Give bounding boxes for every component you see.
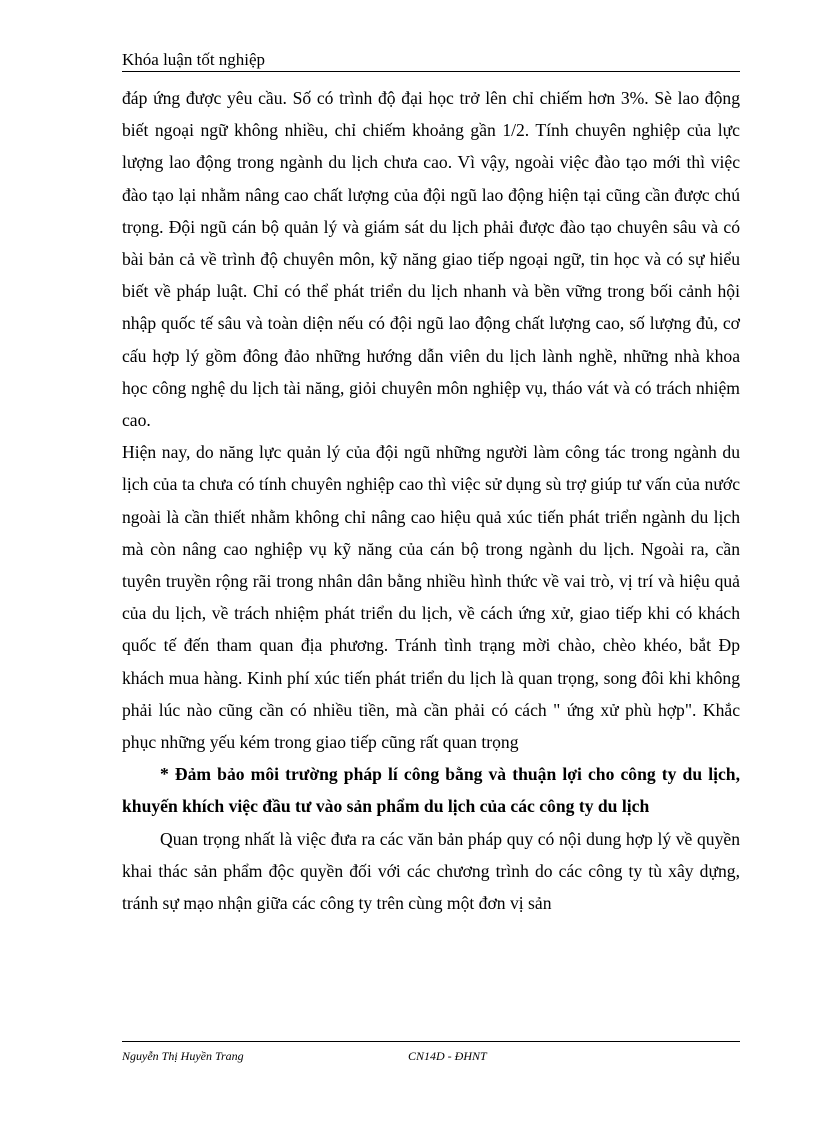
section-heading: * Đảm bảo môi trường pháp lí công bằng và thuận lợi cho công ty du lịch, khuyến khích việc đầu tư vào sản phẩm du lịch của các công ty du lịch [122, 764, 740, 817]
paragraph-3: Quan trọng nhất là việc đưa ra các văn bản pháp quy có nội dung hợp lý về quyền khai thác sản phẩm độc quyền đối với các chương trình do các công ty tù xây dựng, tránh sự mạo nhận giữa các công ty trên cùng một đơn vị sản [122, 828, 740, 914]
paragraph-2: Hiện nay, do năng lực quản lý của đội ngũ những người làm công tác trong ngành du lịch của ta chưa có tính chuyên nghiệp cao thì việc sử dụng sù trợ giúp tư vấn của nước ngoài là cần thiết nhằm không chỉ nâng cao hiệu quả xúc tiến phát triển ngành du lịch mà còn nâng cao nghiệp vụ kỹ năng của cán bộ trong ngành du lịch. Ngoài ra, cần tuyên truyền rộng rãi trong nhân dân bằng nhiều hình thức về vai trò, vị trí và hiệu quả của du lịch, về trách nhiệm phát triển du lịch, về cách ứng xử, giao tiếp khi có khách quốc tế đến tham quan địa phương. Tránh tình trạng mời chào, chèo khéo, bắt Đp khách mua hàng. Kinh phí xúc tiến phát triển du lịch là quan trọng, song đôi khi không phải lúc nào cũng cần có nhiều tiền, mà cần phải có cách " ứng xử phù hợp". Khắc phục những yếu kém trong giao tiếp cũng rất quan trọng [122, 442, 740, 753]
paragraph-1: đáp ứng được yêu cầu. Số có trình độ đại học trở lên chỉ chiếm hơn 3%. Sè lao động biết ngoại ngữ không nhiều, chỉ chiếm khoảng gần 1/2. Tính chuyên nghiệp của lực lượng lao động trong ngành du lịch chưa cao. Vì vậy, ngoài việc đào tạo mới thì việc đào tạo lại nhằm nâng cao chất lượng của đội ngũ lao động hiện tại cũng cần được chú trọng. Đội ngũ cán bộ quản lý và giám sát du lịch phải được đào tạo chuyên sâu và có bài bản cả về trình độ chuyên môn, kỹ năng giao tiếp ngoại ngữ, tin học và có sự hiểu biết về pháp luật. Chỉ có thể phát triển du lịch nhanh và bền vững trong bối cảnh hội nhập quốc tế sâu và toàn diện nếu có đội ngũ lao động chất lượng cao, số lượng đủ, cơ cấu hợp lý gồm đông đảo những hướng dẫn viên du lịch lành nghề, những nhà khoa học công nghệ du lịch tài năng, giỏi chuyên môn nghiệp vụ, tháo vát và có trách nhiệm cao. [122, 88, 740, 431]
header-title: Khóa luận tốt nghiệp [122, 50, 266, 69]
footer-class-code: CN14D - ĐHNT [408, 1049, 487, 1063]
document-body [122, 82, 740, 919]
footer-rule [122, 1041, 740, 1042]
footer-author: Nguyễn Thị Huyền Trang [122, 1049, 244, 1063]
page-header [122, 50, 740, 70]
header-rule [122, 71, 740, 72]
